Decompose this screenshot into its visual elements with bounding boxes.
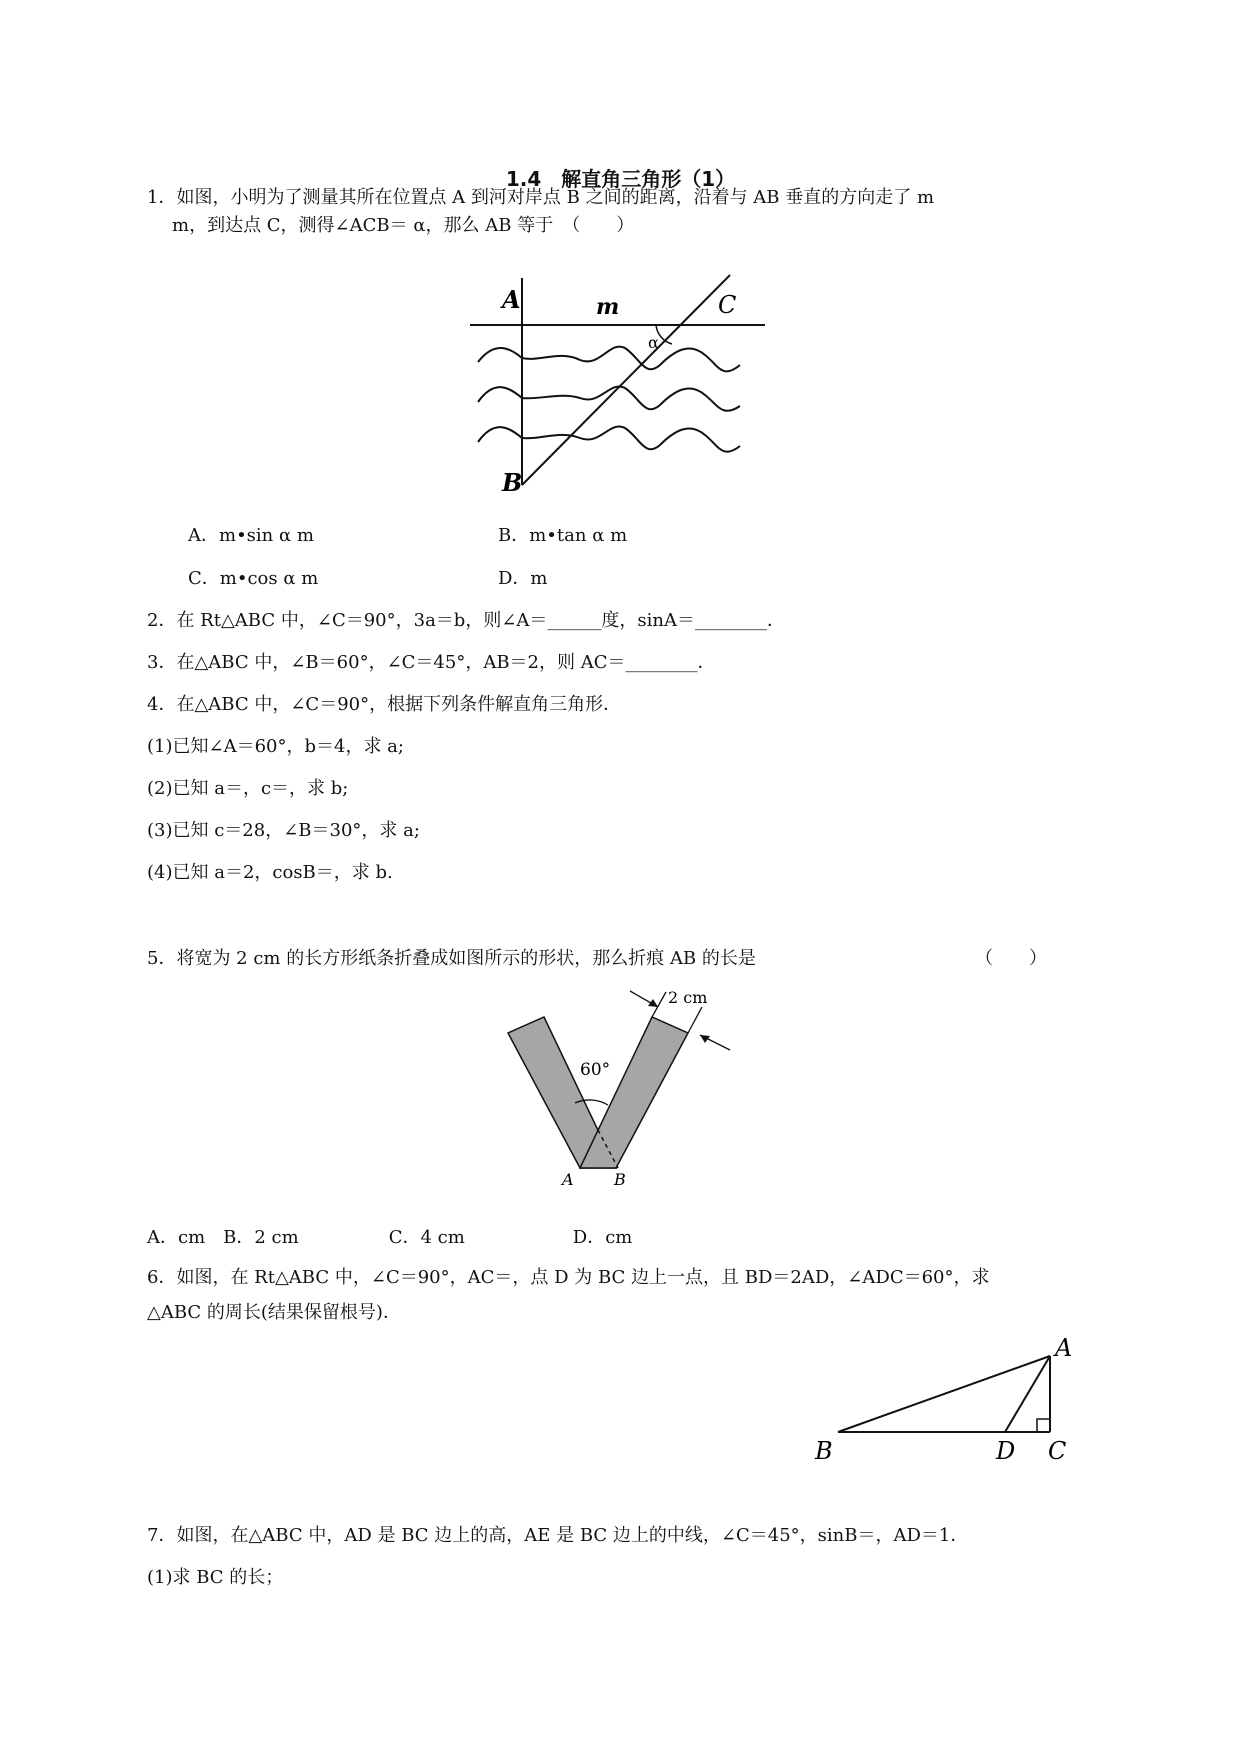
q1-option-c: C．m•cos α m xyxy=(188,568,319,589)
q5-answer-bracket: （ ） xyxy=(975,948,1047,969)
q5-fig-angle-label: 60° xyxy=(580,1060,611,1080)
q5-folded-strip-figure xyxy=(500,985,740,1189)
q4-part3: (3)已知 c＝28，∠B＝30°，求 a; xyxy=(147,820,420,841)
q6-text-line2: △ABC 的周长(结果保留根号)． xyxy=(147,1302,401,1323)
q4-part2: (2)已知 a＝，c＝，求 b; xyxy=(147,778,349,799)
q1-fig-label-A: A xyxy=(502,285,521,314)
page-title: 1.4 解直角三角形（1） xyxy=(505,167,736,191)
q7-text-line1: 7．如图，在△ABC 中，AD 是 BC 边上的高，AE 是 BC 边上的中线，∠C＝45°，sinB＝，AD＝1． xyxy=(147,1525,969,1546)
q1-text-line1: 1．如图，小明为了测量其所在位置点 A 到河对岸点 B 之间的距离，沿着与 AB 垂直的方向走了 m xyxy=(147,187,935,208)
q1-fig-label-B: B xyxy=(502,468,523,497)
q6-triangle-figure xyxy=(815,1335,1090,1470)
q1-fig-label-alpha: α xyxy=(648,333,659,352)
q6-fig-label-A: A xyxy=(1055,1334,1073,1362)
q1-option-b: B．m•tan α m xyxy=(498,525,628,546)
q6-fig-label-C: C xyxy=(1048,1437,1067,1465)
q6-text-line1: 6．如图，在 Rt△ABC 中，∠C＝90°，AC＝，点 D 为 BC 边上一点，且 BD＝2AD，∠ADC＝60°，求 xyxy=(147,1267,990,1288)
q5-options: A．cm B．2 cm C．4 cm D．cm xyxy=(147,1227,633,1248)
q2-text: 2．在 Rt△ABC 中，∠C＝90°，3a＝b，则∠A＝______度，sinA＝________． xyxy=(147,610,785,631)
q3-text: 3．在△ABC 中，∠B＝60°，∠C＝45°，AB＝2，则 AC＝________． xyxy=(147,652,716,673)
q4-part1: (1)已知∠A＝60°，b＝4，求 a; xyxy=(147,736,404,757)
q7-part1: (1)求 BC 的长； xyxy=(147,1567,284,1588)
q5-stem: 5．将宽为 2 cm 的长方形纸条折叠成如图所示的形状，那么折痕 AB 的长是 xyxy=(147,948,756,969)
q1-text-line2: m，到达点 C，测得∠ACB＝ α，那么 AB 等于 （ ） xyxy=(172,215,635,236)
q1-option-d: D．m xyxy=(498,568,548,589)
q4-part4: (4)已知 a＝2，cosB＝，求 b. xyxy=(147,862,393,883)
q1-river-figure xyxy=(460,270,780,500)
q5-fig-label-B: B xyxy=(614,1170,626,1189)
q4-stem: 4．在△ABC 中，∠C＝90°，根据下列条件解直角三角形． xyxy=(147,694,622,715)
q5-fig-width-label: 2 cm xyxy=(668,988,708,1007)
q5-fig-label-A: A xyxy=(562,1170,574,1189)
q1-fig-label-C: C xyxy=(718,291,737,319)
q1-option-a: A．m•sin α m xyxy=(188,525,314,546)
q6-fig-label-B: B xyxy=(815,1437,833,1465)
q6-fig-label-D: D xyxy=(996,1437,1016,1465)
q1-fig-label-m: m xyxy=(596,294,620,320)
